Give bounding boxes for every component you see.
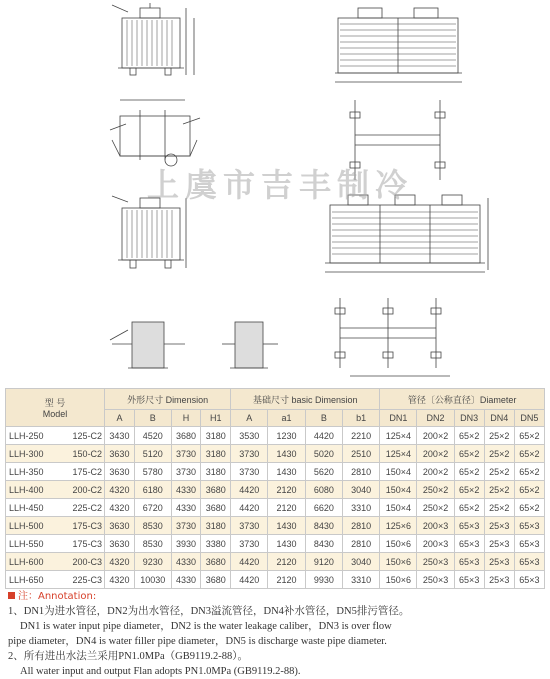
value-cell: 5120 [134,445,171,463]
value-cell: 3630 [105,463,135,481]
value-cell: 250×2 [417,499,454,517]
value-cell: 1430 [268,535,305,553]
value-cell: 3630 [105,517,135,535]
table-row [6,553,545,571]
note-1-en-a: DN1 is water input pipe diameter，DN2 is the water leakage caliber，DN3 is over flow [20,621,392,632]
value-cell: 25×2 [484,499,514,517]
value-cell: 2120 [268,571,305,589]
table-row [6,463,545,481]
table-row [6,481,545,499]
value-cell: 3730 [231,463,268,481]
variant-cell: 200-C3 [59,553,104,571]
table-row [6,499,545,517]
value-cell: 200×2 [417,445,454,463]
subheader-cell: DN5 [514,410,544,427]
value-cell: 9120 [305,553,342,571]
table-row [6,571,545,589]
value-cell: 2510 [342,445,379,463]
value-cell: 250×2 [417,481,454,499]
value-cell: 65×2 [514,445,544,463]
group-dimension: 外形尺寸 Dimension [105,389,231,410]
subheader-cell: B [134,410,171,427]
value-cell: 65×3 [514,571,544,589]
value-cell: 3730 [171,463,201,481]
value-cell: 65×2 [454,499,484,517]
group-diameter: 管径〔公称直径〕Diameter [380,389,545,410]
value-cell: 150×4 [380,463,417,481]
value-cell: 65×2 [454,445,484,463]
value-cell: 3680 [201,571,231,589]
value-cell: 2810 [342,517,379,535]
drawing-foundation-section-a [110,322,185,368]
value-cell: 200×2 [417,427,454,445]
value-cell: 25×2 [484,445,514,463]
value-cell: 3310 [342,571,379,589]
variant-cell: 150-C2 [59,445,104,463]
value-cell: 3040 [342,553,379,571]
model-cell: LLH-600 [6,553,60,571]
value-cell: 4420 [231,481,268,499]
value-cell: 150×4 [380,481,417,499]
model-cell: LLH-550 [6,535,60,553]
value-cell: 25×3 [484,571,514,589]
value-cell: 3730 [171,445,201,463]
value-cell: 65×3 [514,535,544,553]
value-cell: 200×3 [417,535,454,553]
model-cell: LLH-450 [6,499,60,517]
drawing-foundation-section-b [222,322,278,368]
value-cell: 2210 [342,427,379,445]
value-cell: 125×4 [380,445,417,463]
value-cell: 65×3 [514,517,544,535]
value-cell: 10030 [134,571,171,589]
value-cell: 4330 [171,571,201,589]
value-cell: 65×2 [514,499,544,517]
model-cell: LLH-350 [6,463,60,481]
value-cell: 1230 [268,427,305,445]
value-cell: 25×2 [484,427,514,445]
value-cell: 3430 [105,427,135,445]
value-cell: 8430 [305,517,342,535]
model-cell: LLH-650 [6,571,60,589]
subheader-cell: DN3 [454,410,484,427]
table-row [6,517,545,535]
value-cell: 3730 [231,535,268,553]
value-cell: 6620 [305,499,342,517]
value-cell: 150×4 [380,499,417,517]
value-cell: 3630 [105,445,135,463]
value-cell: 2120 [268,553,305,571]
drawing-top-plan [110,100,200,166]
value-cell: 1430 [268,445,305,463]
value-cell: 5020 [305,445,342,463]
value-cell: 4320 [105,499,135,517]
value-cell: 3180 [201,463,231,481]
bullet-square-icon [8,592,15,599]
drawing-front-elevation [112,3,194,75]
value-cell: 5780 [134,463,171,481]
value-cell: 3180 [201,445,231,463]
subheader-cell: DN1 [380,410,417,427]
value-cell: 250×3 [417,571,454,589]
value-cell: 2810 [342,463,379,481]
value-cell: 3730 [231,517,268,535]
model-header-en: Model [42,409,68,419]
notes-title [8,589,544,604]
value-cell: 65×2 [514,463,544,481]
value-cell: 125×4 [380,427,417,445]
value-cell: 3380 [201,535,231,553]
variant-cell: 175-C2 [59,463,104,481]
note-2-cn: 2、所有进出水法兰采用PN1.0MPa（GB9119.2-88）。 [8,651,248,662]
group-basic-dimension: 基础尺寸 basic Dimension [231,389,380,410]
value-cell: 4320 [105,553,135,571]
subheader-cell: H1 [201,410,231,427]
value-cell: 4420 [231,553,268,571]
value-cell: 4330 [171,499,201,517]
table-row [6,427,545,445]
value-cell: 3730 [231,445,268,463]
value-cell: 65×3 [454,553,484,571]
watermark: 上虞市吉丰制冷 [146,166,413,204]
value-cell: 3530 [231,427,268,445]
note-2-en: All water input and output Flan adopts PN1.0MPa (GB9119.2-88). [20,666,301,677]
value-cell: 3680 [171,427,201,445]
note-1-cn: 1、DN1为进水管径，DN2为出水管径，DN3溢流管径，DN4补水管径，DN5排污管径。 [8,606,410,617]
subheader-cell: A [231,410,268,427]
model-cell: LLH-400 [6,481,60,499]
value-cell: 65×2 [454,481,484,499]
value-cell: 3630 [105,535,135,553]
value-cell: 3680 [201,499,231,517]
subheader-cell: a1 [268,410,305,427]
variant-cell: 225-C3 [59,571,104,589]
model-cell: LLH-250 [6,427,60,445]
value-cell: 4320 [105,481,135,499]
variant-cell: 125-C2 [59,427,104,445]
spec-body [6,427,545,589]
value-cell: 25×2 [484,481,514,499]
value-cell: 65×3 [454,517,484,535]
drawing-triple-pipe-plan [335,298,450,376]
value-cell: 25×3 [484,535,514,553]
value-cell: 25×3 [484,553,514,571]
value-cell: 3040 [342,481,379,499]
value-cell: 4420 [305,427,342,445]
variant-cell: 175-C3 [59,535,104,553]
value-cell: 3680 [201,481,231,499]
value-cell: 3680 [201,553,231,571]
value-cell: 3180 [201,517,231,535]
subheader-cell: A [105,410,135,427]
value-cell: 25×2 [484,463,514,481]
value-cell: 8530 [134,517,171,535]
subheader-cell: DN4 [484,410,514,427]
table-row [6,535,545,553]
spec-table [5,388,545,589]
value-cell: 65×2 [454,463,484,481]
value-cell: 8530 [134,535,171,553]
value-cell: 5620 [305,463,342,481]
model-header [6,389,105,427]
value-cell: 65×2 [514,427,544,445]
subheader-cell: DN2 [417,410,454,427]
value-cell: 2810 [342,535,379,553]
value-cell: 8430 [305,535,342,553]
annotation-notes [8,589,544,679]
subheader-cell: B [305,410,342,427]
value-cell: 6180 [134,481,171,499]
model-header-cn: 型 号 [44,398,66,408]
subheader-cell: H [171,410,201,427]
value-cell: 25×3 [484,517,514,535]
drawing-twin-cell-elevation [335,8,462,82]
value-cell: 2120 [268,481,305,499]
value-cell: 1430 [268,463,305,481]
value-cell: 3180 [201,427,231,445]
value-cell: 9230 [134,553,171,571]
value-cell: 1430 [268,517,305,535]
value-cell: 4330 [171,553,201,571]
value-cell: 6080 [305,481,342,499]
value-cell: 150×6 [380,553,417,571]
variant-cell: 225-C2 [59,499,104,517]
model-cell: LLH-500 [6,517,60,535]
value-cell: 65×3 [454,535,484,553]
value-cell: 150×6 [380,535,417,553]
value-cell: 4420 [231,499,268,517]
value-cell: 125×6 [380,517,417,535]
value-cell: 200×2 [417,463,454,481]
value-cell: 6720 [134,499,171,517]
value-cell: 3730 [171,517,201,535]
subheader-cell: b1 [342,410,379,427]
variant-cell: 175-C3 [59,517,104,535]
value-cell: 2120 [268,499,305,517]
value-cell: 3310 [342,499,379,517]
value-cell: 4520 [134,427,171,445]
notes-title-text: 注：Annotation: [18,591,97,602]
model-cell: LLH-300 [6,445,60,463]
value-cell: 9930 [305,571,342,589]
value-cell: 4320 [105,571,135,589]
value-cell: 200×3 [417,517,454,535]
value-cell: 250×3 [417,553,454,571]
table-row [6,445,545,463]
value-cell: 65×3 [514,553,544,571]
value-cell: 65×2 [454,427,484,445]
value-cell: 4420 [231,571,268,589]
value-cell: 3930 [171,535,201,553]
note-1-en-b: pipe diameter，DN4 is water filler pipe diameter，DN5 is discharge waste pipe diameter. [8,636,387,647]
value-cell: 65×3 [454,571,484,589]
value-cell: 4330 [171,481,201,499]
value-cell: 65×2 [514,481,544,499]
variant-cell: 200-C2 [59,481,104,499]
value-cell: 150×6 [380,571,417,589]
